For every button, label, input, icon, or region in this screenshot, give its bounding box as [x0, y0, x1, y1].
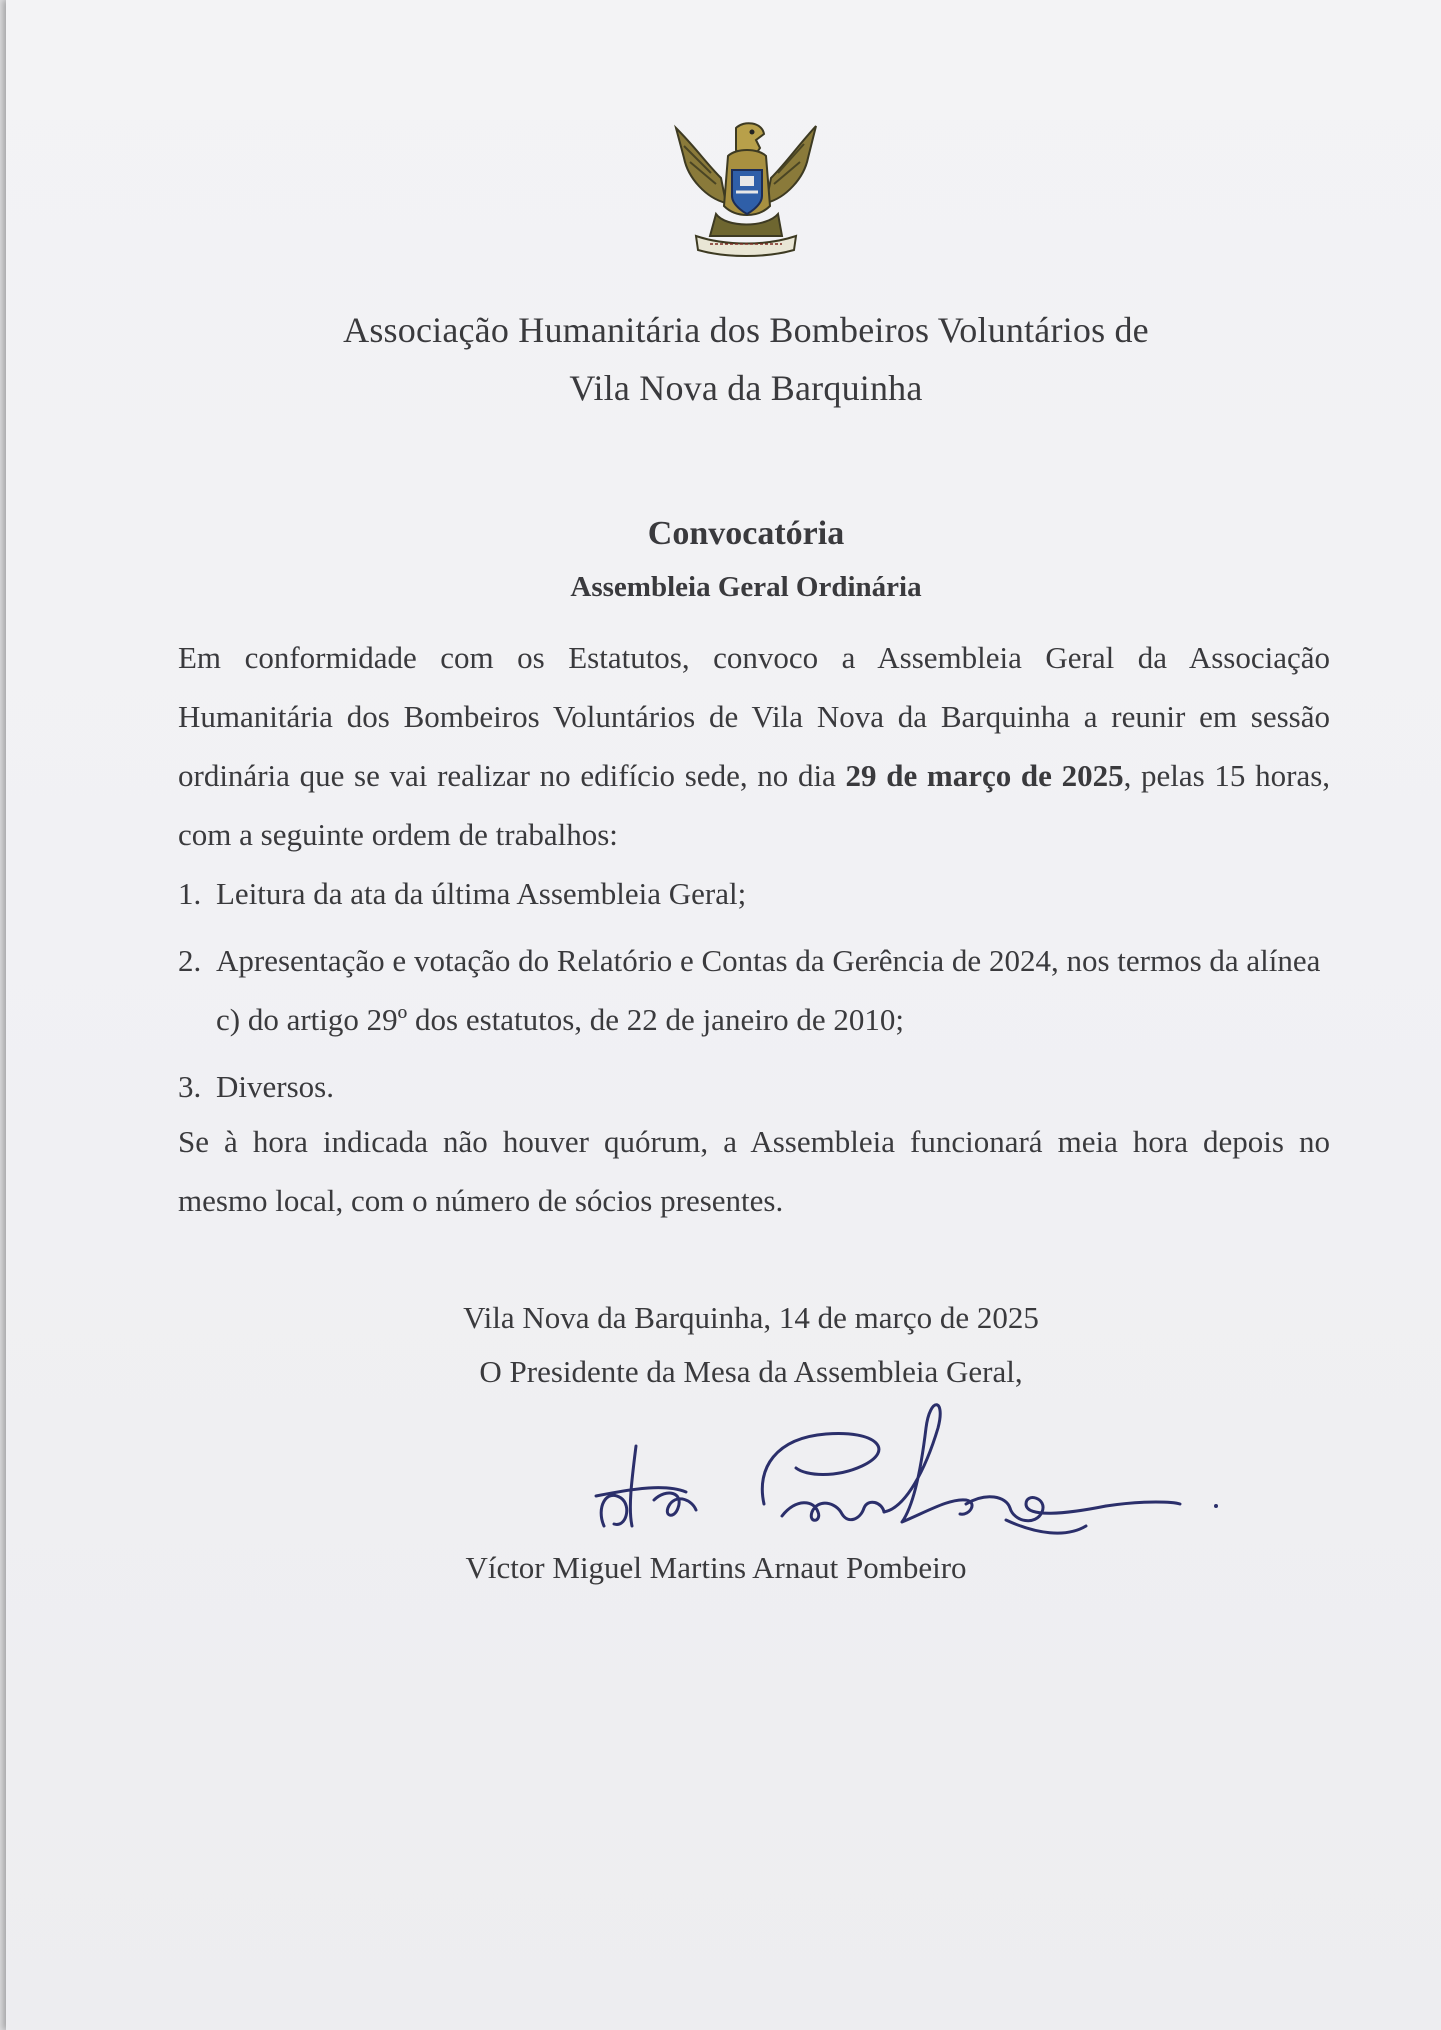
- agenda-list: [178, 864, 1338, 1124]
- closing-role: O Presidente da Mesa da Assembleia Geral,: [479, 1354, 1023, 1389]
- agenda-item-number: 3.: [178, 1069, 202, 1104]
- agenda-item: [178, 864, 1338, 923]
- intro-text-before: Em conformidade com os Estatutos, convoco a Assembleia Geral da Associação Humanitária dos Bombeiros Voluntários de Vila Nova da Barquinha a reunir em sessão ordinária que se vai realizar no edifício sede, no dia: [178, 640, 1330, 793]
- agenda-item-number: 1.: [178, 876, 202, 911]
- closing-place-date: Vila Nova da Barquinha, 14 de março de 2025: [463, 1300, 1039, 1335]
- agenda-item: [178, 1057, 1338, 1116]
- intro-paragraph: [178, 628, 1330, 864]
- document-page: [6, 0, 1441, 2030]
- agenda-item: [178, 931, 1338, 1049]
- handwritten-signature-icon: [566, 1388, 1246, 1538]
- organization-name-line-2: Vila Nova da Barquinha: [569, 368, 923, 408]
- document-title: Convocatória: [647, 515, 845, 552]
- agenda-item-text: Apresentação e votação do Relatório e Contas da Gerência de 2024, nos termos da alínea c) do artigo 29º dos estatutos, de 22 de janeiro de 2010;: [216, 943, 1321, 1037]
- firefighters-eagle-emblem-icon: [666, 118, 826, 258]
- agenda-item-number: 2.: [178, 943, 202, 978]
- meeting-date: 29 de março de 2025: [845, 758, 1124, 793]
- agenda-item-text: Diversos.: [216, 1069, 334, 1104]
- document-subtitle: Assembleia Geral Ordinária: [570, 571, 922, 603]
- signer-name: Víctor Miguel Martins Arnaut Pombeiro: [465, 1550, 967, 1585]
- quorum-paragraph: Se à hora indicada não houver quórum, a Assembleia funcionará meia hora depois no mesmo local, com o número de sócios presentes.: [178, 1124, 1330, 1218]
- organization-name-line-1: Associação Humanitária dos Bombeiros Voluntários de: [343, 310, 1149, 350]
- intro-text-after: , pelas 15 horas, com a seguinte ordem de trabalhos:: [178, 758, 1331, 852]
- agenda-item-text: Leitura da ata da última Assembleia Geral;: [216, 876, 747, 911]
